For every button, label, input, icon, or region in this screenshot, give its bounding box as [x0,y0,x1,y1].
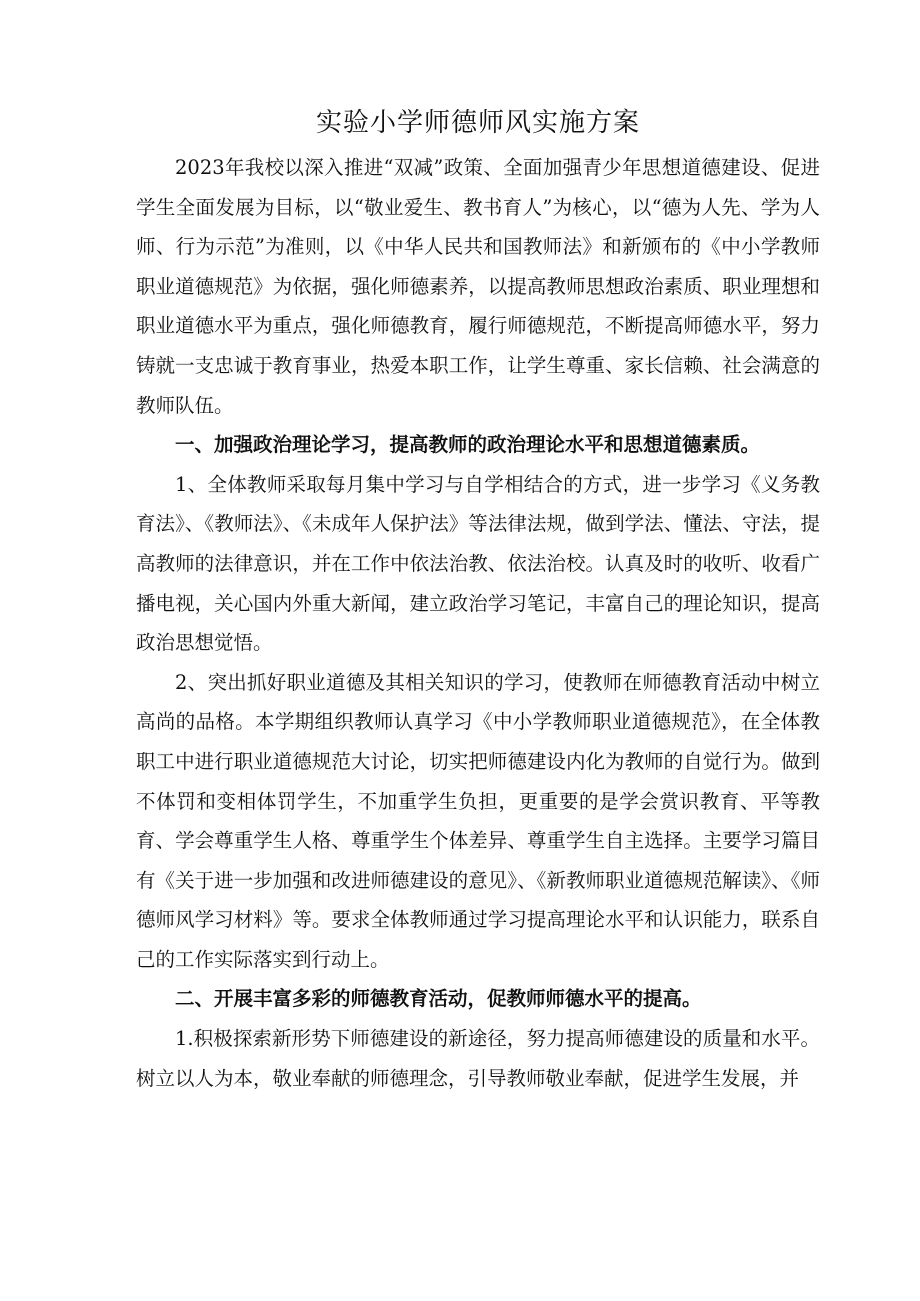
section-heading-2: 二、开展丰富多彩的师德教育活动，促教师师德水平的提高。 [175,987,702,1011]
section-heading-1: 一、加强政治理论学习，提高教师的政治理论水平和思想道德素质。 [175,433,761,457]
document-title: 实验小学师德师风实施方案 [315,108,640,138]
intro-paragraph: 2023年我校以深入推进“双减”政策、全面加强青少年思想道德建设、促进学生全面发展为目标，以“敬业爱生、教书育人”为核心，以“德为人先、学为人师、行为示范”为准则，以《中华人民共和国教师法》和新颁布的《中小学教师职业道德规范》为依据，强化师德素养，以提高教师思想政治素质、职业理想和职业道德水平为重点，强化师德教育，履行师德规范，不断提高师德水平，努力铸就一支忠诚于教育事业，热爱本职工作，让学生尊重、家长信赖、社会满意的教师队伍。 [136,156,820,417]
section-1-item-2: 2、突出抓好职业道德及其相关知识的学习，使教师在师德教育活动中树立高尚的品格。本学期组织教师认真学习《中小学教师职业道德规范》，在全体教职工中进行职业道德规范大讨论，切实把师德建设内化为教师的自觉行为。做到不体罚和变相体罚学生，不加重学生负担，更重要的是学会赏识教育、平等教育、学会尊重学生人格、尊重学生个体差异、尊重学生自主选择。主要学习篇目有《关于进一步加强和改进师德建设的意见》、《新教师职业道德规范解读》、《师德师风学习材料》等。要求全体教师通过学习提高理论水平和认识能力，联系自己的工作实际落实到行动上。 [136,670,820,971]
section-1-item-1: 1、全体教师采取每月集中学习与自学相结合的方式，进一步学习《义务教育法》、《教师法》、《未成年人保护法》等法律法规，做到学法、懂法、守法，提高教师的法律意识，并在工作中依法治教、依法治校。认真及时的收听、收看广播电视，关心国内外重大新闻，建立政治学习笔记，丰富自己的理论知识，提高政治思想觉悟。 [136,472,820,655]
document-body [136,100,820,1098]
section-2-item-1: 1.积极探索新形势下师德建设的新途径，努力提高师德建设的质量和水平。树立以人为本，敬业奉献的师德理念，引导教师敬业奉献，促进学生发展，并 [136,1027,820,1090]
